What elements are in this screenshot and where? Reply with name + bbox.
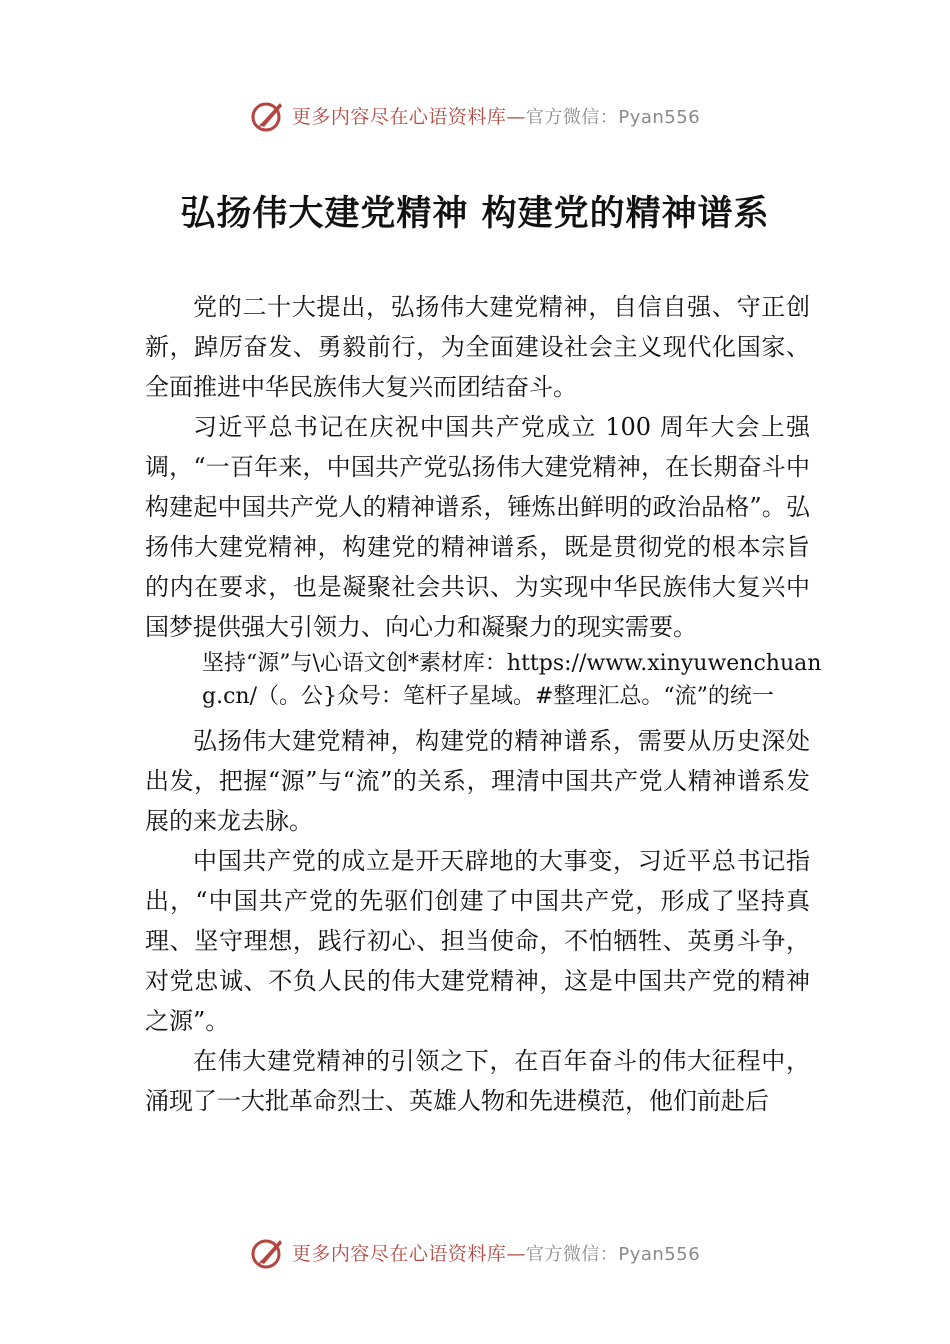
header-banner-main: 更多内容尽在心语资料库— — [291, 105, 526, 128]
paragraph: 党的二十大提出，弘扬伟大建党精神，自信自强、守正创新，踔厉奋发、勇毅前行，为全面建设社会主义现代化国家、全面推进中华民族伟大复兴而团结奋斗。 — [145, 293, 810, 401]
quill-logo-icon — [250, 97, 286, 133]
document-body — [145, 287, 822, 1121]
inset-note: 坚持“源”与\心语文创*素材库：https://www.xinyuwenchuang.cn/（。公}众号：笔杆子星域。#整理汇总。“流”的统一 — [202, 651, 822, 709]
footer-banner-wechat: 官方微信：Pyan556 — [525, 1243, 701, 1265]
quill-logo-icon — [250, 1234, 286, 1270]
footer-banner-main: 更多内容尽在心语资料库— — [291, 1242, 526, 1265]
header-banner-text — [292, 102, 700, 129]
paragraph: 习近平总书记在庆祝中国共产党成立 100 周年大会上强调，“一百年来，中国共产党弘扬伟大建党精神，在长期奋斗中构建起中国共产党人的精神谱系，锤炼出鲜明的政治品格”。弘扬伟大建党精神，构建党的精神谱系，既是贯彻党的根本宗旨的内在要求，也是凝聚社会共识、为实现中华民族伟大复兴中国梦提供强大引领力、向心力和凝聚力的现实需要。 — [145, 413, 810, 641]
paragraph: 弘扬伟大建党精神，构建党的精神谱系，需要从历史深处出发，把握“源”与“流”的关系，理清中国共产党人精神谱系发展的来龙去脉。 — [145, 727, 810, 835]
document-title: 弘扬伟大建党精神 构建党的精神谱系 — [180, 194, 770, 234]
paragraph: 中国共产党的成立是开天辟地的大事变，习近平总书记指出，“中国共产党的先驱们创建了中国共产党，形成了坚持真理、坚守理想，践行初心、担当使命，不怕牺牲、英勇斗争，对党忠诚、不负人民的伟大建党精神，这是中国共产党的精神之源”。 — [145, 847, 810, 1035]
paragraph: 在伟大建党精神的引领之下，在百年奋斗的伟大征程中，涌现了一大批革命烈士、英雄人物和先进模范，他们前赴后 — [145, 1047, 810, 1115]
footer-banner — [0, 1232, 950, 1272]
header-banner-wechat: 官方微信：Pyan556 — [525, 106, 701, 128]
header-banner — [0, 95, 950, 135]
footer-banner-text — [292, 1239, 700, 1266]
